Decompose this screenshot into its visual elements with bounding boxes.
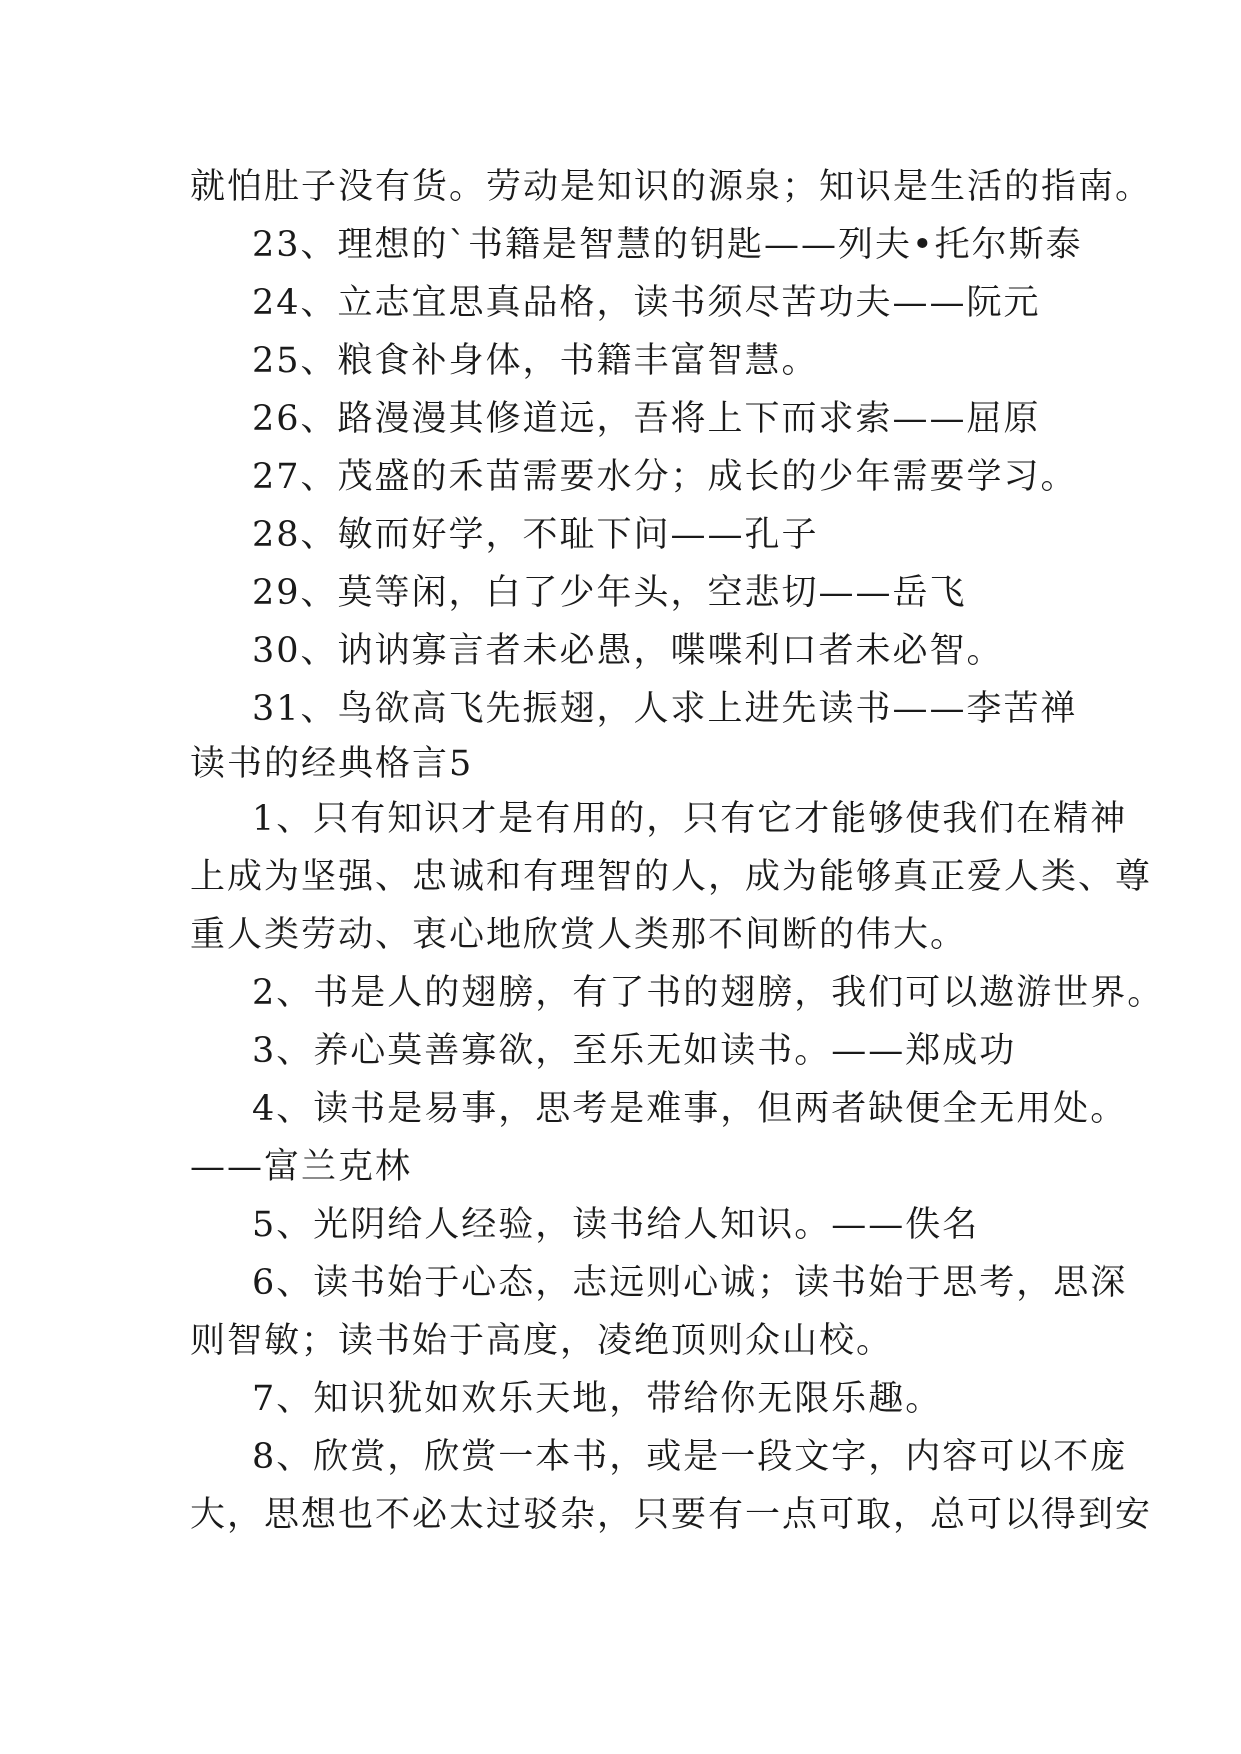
section-quote-list [190, 790, 1165, 1544]
quote-item-29: 29、莫等闲，白了少年头，空悲切——岳飞 [252, 573, 967, 613]
quote-item-31: 31、鸟欲高飞先振翅，人求上进先读书——李苦禅 [252, 689, 1078, 729]
quote-item-28: 28、敏而好学，不耻下问——孔子 [252, 515, 819, 555]
quote-item-26: 26、路漫漫其修道远，吾将上下而求索——屈原 [252, 399, 1041, 439]
quote-item-23: 23、理想的`书籍是智慧的钥匙——列夫•托尔斯泰 [252, 225, 1083, 265]
quote-item-5: 5、光阴给人经验，读书给人知识。——佚名 [252, 1205, 980, 1245]
quote-item-6-continued: 则智敏；读书始于高度，凌绝顶则众山校。 [190, 1321, 894, 1361]
quote-item-1-continued: 重人类劳动、衷心地欣赏人类那不间断的伟大。 [190, 915, 968, 955]
quote-item-4: 4、读书是易事，思考是难事，但两者缺便全无用处。 [252, 1089, 1128, 1129]
quote-list [190, 158, 1153, 738]
quote-item-27: 27、茂盛的禾苗需要水分；成长的少年需要学习。 [252, 457, 1078, 497]
quote-item-30: 30、讷讷寡言者未必愚，喋喋利口者未必智。 [252, 631, 1004, 671]
quote-item-6: 6、读书始于心态，志远则心诚；读书始于思考，思深 [252, 1263, 1128, 1303]
quote-item-8-continued: 大，思想也不必太过驳杂，只要有一点可取，总可以得到安 [190, 1495, 1153, 1535]
quote-item-25: 25、粮食补身体，书籍丰富智慧。 [252, 341, 819, 381]
quote-item-7: 7、知识犹如欢乐天地，带给你无限乐趣。 [252, 1379, 943, 1419]
section-heading: 读书的经典格言5 [190, 744, 474, 784]
quote-item-4-continued: ——富兰克林 [190, 1147, 413, 1187]
quote-item-3: 3、养心莫善寡欲，至乐无如读书。——郑成功 [252, 1031, 1017, 1071]
text-line: 就怕肚子没有货。劳动是知识的源泉；知识是生活的指南。 [190, 167, 1153, 207]
quote-item-2: 2、书是人的翅膀，有了书的翅膀，我们可以遨游世界。 [252, 973, 1165, 1013]
quote-item-1-continued: 上成为坚强、忠诚和有理智的人，成为能够真正爱人类、尊 [190, 857, 1153, 897]
document-page [190, 158, 1165, 1544]
quote-item-8: 8、欣赏，欣赏一本书，或是一段文字，内容可以不庞 [252, 1437, 1128, 1477]
quote-item-24: 24、立志宜思真品格，读书须尽苦功夫——阮元 [252, 283, 1041, 323]
quote-item-1: 1、只有知识才是有用的，只有它才能够使我们在精神 [252, 799, 1128, 839]
